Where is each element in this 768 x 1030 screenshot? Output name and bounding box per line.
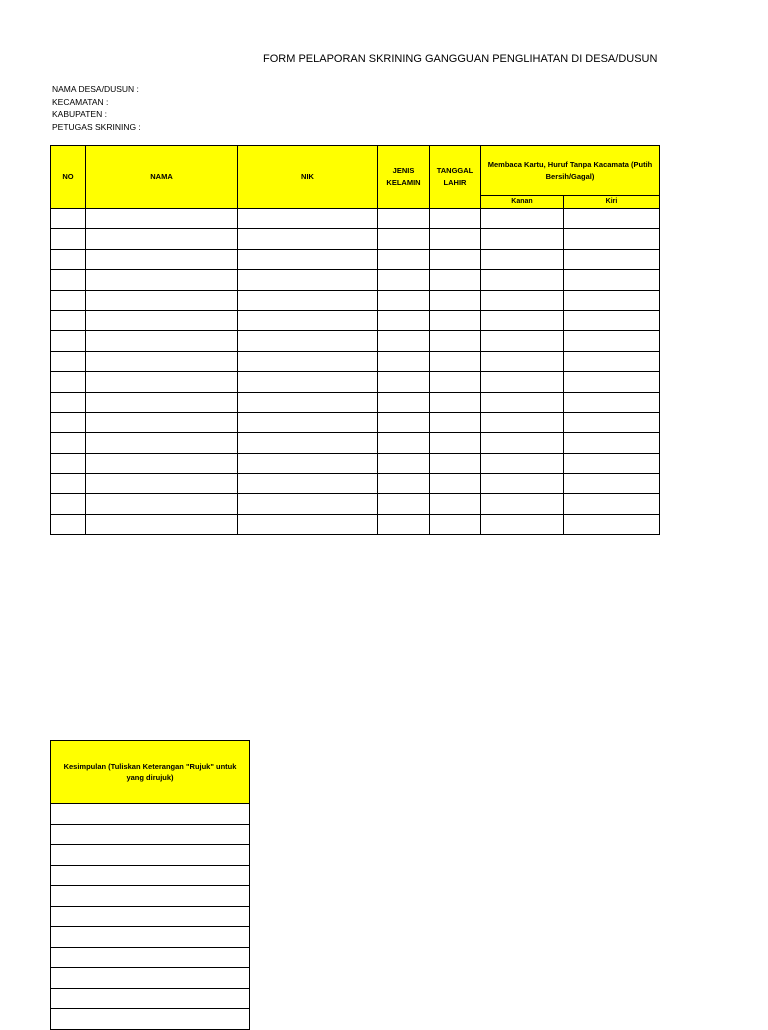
screening-table xyxy=(50,145,660,535)
table-row xyxy=(51,392,660,412)
table-cell[interactable] xyxy=(86,310,238,330)
table-cell[interactable] xyxy=(238,310,378,330)
conclusion-row xyxy=(51,988,250,1009)
table-cell[interactable] xyxy=(378,270,430,290)
conclusion-row xyxy=(51,804,250,825)
table-row xyxy=(51,412,660,432)
table-cell[interactable] xyxy=(238,433,378,453)
header-no: NO xyxy=(51,146,86,209)
table-cell[interactable] xyxy=(51,412,86,432)
table-cell[interactable] xyxy=(86,494,238,514)
table-cell[interactable] xyxy=(430,474,481,494)
table-cell[interactable] xyxy=(51,372,86,392)
table-cell[interactable] xyxy=(481,372,564,392)
table-cell[interactable] xyxy=(51,433,86,453)
table-cell[interactable] xyxy=(430,412,481,432)
table-cell[interactable] xyxy=(430,372,481,392)
table-cell[interactable] xyxy=(378,372,430,392)
table-cell[interactable] xyxy=(86,412,238,432)
table-cell[interactable] xyxy=(86,514,238,534)
table-cell[interactable] xyxy=(378,290,430,310)
table-cell[interactable] xyxy=(51,290,86,310)
table-cell[interactable] xyxy=(86,270,238,290)
conclusion-row xyxy=(51,927,250,948)
table-cell[interactable] xyxy=(86,331,238,351)
table-cell[interactable] xyxy=(430,453,481,473)
table-cell[interactable] xyxy=(481,331,564,351)
table-cell[interactable] xyxy=(564,474,660,494)
header-kanan: Kanan xyxy=(481,196,564,209)
table-cell[interactable] xyxy=(51,209,86,229)
table-cell[interactable] xyxy=(51,249,86,269)
conclusion-row xyxy=(51,824,250,845)
table-cell[interactable] xyxy=(378,412,430,432)
table-cell[interactable] xyxy=(481,270,564,290)
table-cell[interactable] xyxy=(86,392,238,412)
table-cell[interactable] xyxy=(378,209,430,229)
table-cell[interactable] xyxy=(378,453,430,473)
table-cell[interactable] xyxy=(564,229,660,249)
table-cell[interactable] xyxy=(238,474,378,494)
table-cell[interactable] xyxy=(481,290,564,310)
table-cell[interactable] xyxy=(564,249,660,269)
table-cell[interactable] xyxy=(564,372,660,392)
table-row xyxy=(51,494,660,514)
table-cell[interactable] xyxy=(481,494,564,514)
table-cell[interactable] xyxy=(238,249,378,269)
conclusion-row xyxy=(51,845,250,866)
table-cell[interactable] xyxy=(564,412,660,432)
table-cell[interactable] xyxy=(481,474,564,494)
conclusion-cell[interactable] xyxy=(51,865,250,886)
kecamatan-label: KECAMATAN : xyxy=(52,96,109,107)
table-cell[interactable] xyxy=(238,372,378,392)
table-row xyxy=(51,310,660,330)
table-row xyxy=(51,474,660,494)
header-membaca: Membaca Kartu, Huruf Tanpa Kacamata (Putih Bersih/Gagal) xyxy=(481,146,660,196)
table-cell[interactable] xyxy=(481,412,564,432)
table-row xyxy=(51,453,660,473)
table-cell[interactable] xyxy=(564,514,660,534)
table-cell[interactable] xyxy=(238,514,378,534)
header-nik: NIK xyxy=(238,146,378,209)
table-cell[interactable] xyxy=(481,249,564,269)
table-cell[interactable] xyxy=(378,514,430,534)
table-cell[interactable] xyxy=(564,209,660,229)
table-cell[interactable] xyxy=(238,331,378,351)
table-cell[interactable] xyxy=(564,392,660,412)
table-cell[interactable] xyxy=(481,453,564,473)
table-cell[interactable] xyxy=(86,474,238,494)
table-cell[interactable] xyxy=(86,209,238,229)
table-cell[interactable] xyxy=(430,392,481,412)
table-cell[interactable] xyxy=(430,351,481,371)
table-cell[interactable] xyxy=(430,229,481,249)
conclusion-cell[interactable] xyxy=(51,906,250,927)
table-cell[interactable] xyxy=(430,249,481,269)
conclusion-cell[interactable] xyxy=(51,845,250,866)
table-cell[interactable] xyxy=(51,494,86,514)
header-tanggal-lahir: TANGGAL LAHIR xyxy=(430,146,481,209)
table-cell[interactable] xyxy=(378,351,430,371)
conclusion-row xyxy=(51,947,250,968)
table-cell[interactable] xyxy=(430,290,481,310)
table-cell[interactable] xyxy=(564,270,660,290)
conclusion-row xyxy=(51,886,250,907)
header-kiri: Kiri xyxy=(564,196,660,209)
table-cell[interactable] xyxy=(430,433,481,453)
table-cell[interactable] xyxy=(238,494,378,514)
conclusion-table-body xyxy=(51,804,250,1030)
table-row xyxy=(51,229,660,249)
page-title: FORM PELAPORAN SKRINING GANGGUAN PENGLIHATAN DI DESA/DUSUN xyxy=(263,53,658,65)
table-cell[interactable] xyxy=(51,453,86,473)
table-row xyxy=(51,270,660,290)
table-row xyxy=(51,290,660,310)
table-cell[interactable] xyxy=(86,351,238,371)
header-jenis-kelamin: JENIS KELAMIN xyxy=(378,146,430,209)
conclusion-cell[interactable] xyxy=(51,968,250,989)
desa-label: NAMA DESA/DUSUN : xyxy=(52,84,139,94)
conclusion-table xyxy=(50,740,250,1030)
table-cell[interactable] xyxy=(238,229,378,249)
table-cell[interactable] xyxy=(481,433,564,453)
table-row xyxy=(51,372,660,392)
table-cell[interactable] xyxy=(564,310,660,330)
table-cell[interactable] xyxy=(430,494,481,514)
table-cell[interactable] xyxy=(238,290,378,310)
table-cell[interactable] xyxy=(564,453,660,473)
table-cell[interactable] xyxy=(564,494,660,514)
conclusion-cell[interactable] xyxy=(51,927,250,948)
table-cell[interactable] xyxy=(51,331,86,351)
table-cell[interactable] xyxy=(51,270,86,290)
table-cell[interactable] xyxy=(51,310,86,330)
table-cell[interactable] xyxy=(564,351,660,371)
table-cell[interactable] xyxy=(481,514,564,534)
table-cell[interactable] xyxy=(481,229,564,249)
table-row xyxy=(51,331,660,351)
table-row xyxy=(51,351,660,371)
table-row xyxy=(51,433,660,453)
conclusion-cell[interactable] xyxy=(51,804,250,825)
table-cell[interactable] xyxy=(86,290,238,310)
table-cell[interactable] xyxy=(481,310,564,330)
table-cell[interactable] xyxy=(378,229,430,249)
table-cell[interactable] xyxy=(238,209,378,229)
table-row xyxy=(51,514,660,534)
table-cell[interactable] xyxy=(378,392,430,412)
table-cell[interactable] xyxy=(378,474,430,494)
table-cell[interactable] xyxy=(481,209,564,229)
conclusion-cell[interactable] xyxy=(51,1009,250,1030)
table-cell[interactable] xyxy=(564,331,660,351)
petugas-label: PETUGAS SKRINING : xyxy=(52,121,141,132)
conclusion-row xyxy=(51,865,250,886)
table-cell[interactable] xyxy=(51,351,86,371)
table-cell[interactable] xyxy=(86,229,238,249)
table-cell[interactable] xyxy=(238,270,378,290)
header-kesimpulan: Kesimpulan (Tuliskan Keterangan "Rujuk" untuk yang dirujuk) xyxy=(51,741,250,804)
table-cell[interactable] xyxy=(378,433,430,453)
table-cell[interactable] xyxy=(378,249,430,269)
table-cell[interactable] xyxy=(430,209,481,229)
conclusion-row xyxy=(51,906,250,927)
table-cell[interactable] xyxy=(481,351,564,371)
table-cell[interactable] xyxy=(430,270,481,290)
screening-table-body xyxy=(51,209,660,535)
table-cell[interactable] xyxy=(564,433,660,453)
table-cell[interactable] xyxy=(86,249,238,269)
table-cell[interactable] xyxy=(51,474,86,494)
table-cell[interactable] xyxy=(430,331,481,351)
table-cell[interactable] xyxy=(86,433,238,453)
table-cell[interactable] xyxy=(378,331,430,351)
table-cell[interactable] xyxy=(86,453,238,473)
conclusion-cell[interactable] xyxy=(51,824,250,845)
table-cell[interactable] xyxy=(86,372,238,392)
table-cell[interactable] xyxy=(378,310,430,330)
table-cell[interactable] xyxy=(51,514,86,534)
table-cell[interactable] xyxy=(430,310,481,330)
table-cell[interactable] xyxy=(481,392,564,412)
table-cell[interactable] xyxy=(564,290,660,310)
table-cell[interactable] xyxy=(238,412,378,432)
table-cell[interactable] xyxy=(238,351,378,371)
table-cell[interactable] xyxy=(238,453,378,473)
conclusion-row xyxy=(51,968,250,989)
table-cell[interactable] xyxy=(238,392,378,412)
table-row xyxy=(51,249,660,269)
table-cell[interactable] xyxy=(430,514,481,534)
table-cell[interactable] xyxy=(51,229,86,249)
conclusion-cell[interactable] xyxy=(51,947,250,968)
form-meta xyxy=(52,83,141,133)
conclusion-cell[interactable] xyxy=(51,886,250,907)
header-nama: NAMA xyxy=(86,146,238,209)
table-cell[interactable] xyxy=(378,494,430,514)
conclusion-row xyxy=(51,1009,250,1030)
table-row xyxy=(51,209,660,229)
table-cell[interactable] xyxy=(51,392,86,412)
conclusion-cell[interactable] xyxy=(51,988,250,1009)
kabupaten-label: KABUPATEN : xyxy=(52,109,107,119)
